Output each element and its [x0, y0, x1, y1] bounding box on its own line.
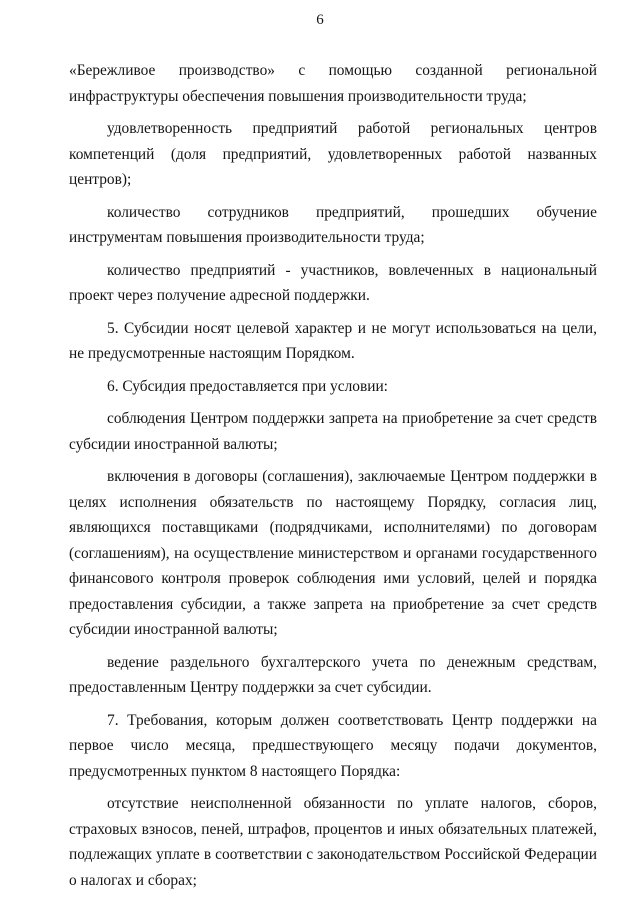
paragraph-2: удовлетворенность предприятий работой региональных центров компетенций (доля предприятий, удовлетворенных работой названных центров);: [69, 120, 597, 188]
page-number: 6: [316, 12, 324, 28]
paragraph-8: включения в договоры (соглашения), заключаемые Центром поддержки в целях исполнения обязательств по настоящему Порядку, согласия лиц, являющихся поставщиками (подрядчиками, исполнителями) по договорам (соглашениям), на осуществление министерством и органами государственного финансового контроля проверок соблюдения ими условий, целей и порядка предоставления субсидии, а также запрета на приобретение за счет средств субсидии иностранной валюты;: [69, 468, 597, 638]
paragraph-1: «Бережливое производство» с помощью созданной региональной инфраструктуры обеспечения повышения производительности труда;: [69, 62, 597, 105]
paragraph-3: количество сотрудников предприятий, прошедших обучение инструментам повышения производительности труда;: [69, 203, 597, 246]
paragraph-7: соблюдения Центром поддержки запрета на приобретение за счет средств субсидии иностранной валюты;: [69, 410, 597, 453]
paragraph-11: отсутствие неисполненной обязанности по уплате налогов, сборов, страховых взносов, пеней, штрафов, процентов и иных обязательных платежей, подлежащих уплате в соответствии с законодательством Российской Федерации о налогах и сборах;: [69, 795, 597, 889]
paragraph-5: 5. Субсидии носят целевой характер и не могут использоваться на цели, не предусмотренные настоящим Порядком.: [69, 319, 597, 362]
document-body: [69, 58, 597, 893]
paragraph-9: ведение раздельного бухгалтерского учета по денежным средствам, предоставленным Центру поддержки за счет субсидии.: [69, 653, 597, 696]
paragraph-4: количество предприятий - участников, вовлеченных в национальный проект через получение адресной поддержки.: [69, 261, 597, 304]
paragraph-10: 7. Требования, которым должен соответствовать Центр поддержки на первое число месяца, предшествующего месяцу подачи документов, предусмотренных пунктом 8 настоящего Порядка:: [69, 711, 597, 780]
paragraph-6: 6. Субсидия предоставляется при условии:: [107, 377, 388, 395]
